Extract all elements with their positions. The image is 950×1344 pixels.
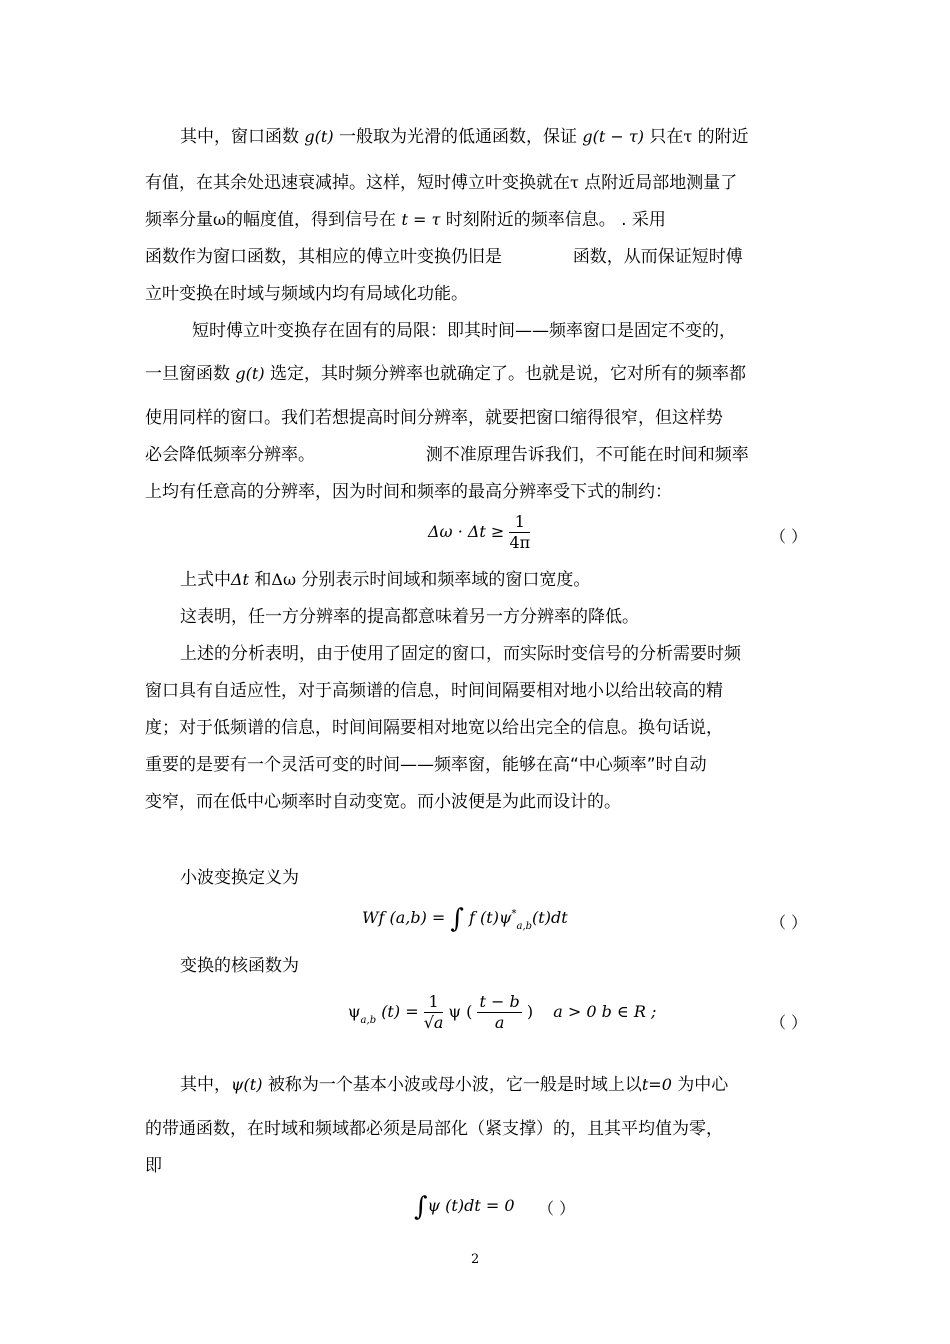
text-line: 有值，在其余处迅速衰减掉。这样，短时傅立叶变换就在τ 点附近局部地测量了 (145, 173, 738, 193)
text-line: 使用同样的窗口。我们若想提高时间分辨率，就要把窗口缩得很窄，但这样势 (145, 408, 723, 428)
equation-number: （ ） (770, 1013, 808, 1032)
math-delta-omega: Δω (271, 570, 296, 589)
math-g-t: g(t) (304, 127, 334, 146)
equation-uncertainty: Δω · Δt ≥ $\frac{1}{4\pi}$ (428, 512, 531, 552)
text-line: 一旦窗函数 g(t) 选定，其时频分辨率也就确定了。也就是说，它对所有的频率都 (145, 364, 746, 384)
fraction: $\frac{t - b}{a}$ (479, 992, 520, 1032)
fraction: $\frac{1}{√a}$ (423, 992, 444, 1032)
text-line: 窗口具有自适应性，对于高频谱的信息，时间间隔要相对地小以给出较高的精 (145, 681, 723, 701)
text-line: 小波变换定义为 (180, 868, 299, 888)
math-g-t-tau: g(t − τ) (582, 127, 644, 146)
math-psi-t: ψ(t) (231, 1075, 263, 1094)
page-number: 2 (471, 1252, 480, 1267)
text-line: 短时傅立叶变换存在固有的局限：即其时间——频率窗口是固定不变的， (192, 321, 736, 341)
math-g-t: g(t) (235, 364, 265, 383)
integral-sign: ∫ (450, 904, 464, 934)
equation-number: （ ） (770, 527, 808, 546)
math-tau: τ (570, 173, 579, 192)
text-line: 上式中Δt 和Δω 分别表示时间域和频率域的窗口宽度。 (180, 570, 591, 590)
text-line: 其中，ψ(t) 被称为一个基本小波或母小波，它一般是时域上以t=0 为中心 (180, 1075, 729, 1095)
equation-number: （ ） (770, 913, 808, 932)
equation-wavelet-kernel: $\psi_{a,b}$ (t) = $\frac{1}{√a}$ ψ ( $\frac{t - b}{a}$ ) a > 0 b ∈ R ; (348, 992, 657, 1032)
math-omega: ω (213, 210, 227, 229)
math-tau: τ (683, 127, 693, 146)
integral-sign: ∫ (414, 1192, 428, 1222)
text-line: 变窄，而在低中心频率时自动变宽。而小波便是为此而设计的。 (145, 792, 621, 812)
text-line: 上均有任意高的分辨率，因为时间和频率的最高分辨率受下式的制约： (145, 482, 672, 502)
text-line: 必会降低频率分辨率。 测不准原理告诉我们，不可能在时间和频率 (145, 445, 749, 465)
text-line: 变换的核函数为 (180, 956, 299, 976)
equation-zero-mean: ∫ψ (t)dt = 0 (414, 1192, 515, 1222)
text-line: 重要的是要有一个灵活可变的时间——频率窗，能够在高“中心频率”时自动 (145, 755, 707, 775)
fraction: $\frac{1}{4\pi}$ (509, 512, 531, 552)
math-t-zero: t=0 (641, 1075, 672, 1094)
math-t-eq-tau: t = τ (401, 210, 441, 229)
text-line: 立叶变换在时域与频域内均有局域化功能。 (145, 284, 468, 304)
text-line: 度；对于低频谱的信息，时间间隔要相对地宽以给出完全的信息。换句话说， (145, 718, 723, 738)
text-line: 的带通函数，在时域和频域都必须是局部化（紧支撑）的，且其平均值为零， (145, 1119, 723, 1139)
text-line: 频率分量ω的幅度值，得到信号在 t = τ 时刻附近的频率信息。 . 采用 (145, 210, 666, 230)
math-delta-t: Δt (231, 570, 249, 589)
equation-number: （ ） (538, 1199, 576, 1218)
equation-wavelet-transform: Wf (a,b) = ∫ f $(t)\psi^*_{a,b}(t)dt$ (362, 904, 568, 934)
text-line: 其中，窗口函数 g(t) 一般取为光滑的低通函数，保证 g(t − τ) 只在τ 的附近 (180, 127, 749, 147)
text-line: 即 (145, 1156, 162, 1176)
text-line: 函数作为窗口函数，其相应的傅立叶变换仍旧是 函数，从而保证短时傅 (145, 247, 743, 267)
text-line: 上述的分析表明，由于使用了固定的窗口，而实际时变信号的分析需要时频 (180, 644, 741, 664)
text-line: 这表明，任一方分辨率的提高都意味着另一方分辨率的降低。 (180, 607, 639, 627)
